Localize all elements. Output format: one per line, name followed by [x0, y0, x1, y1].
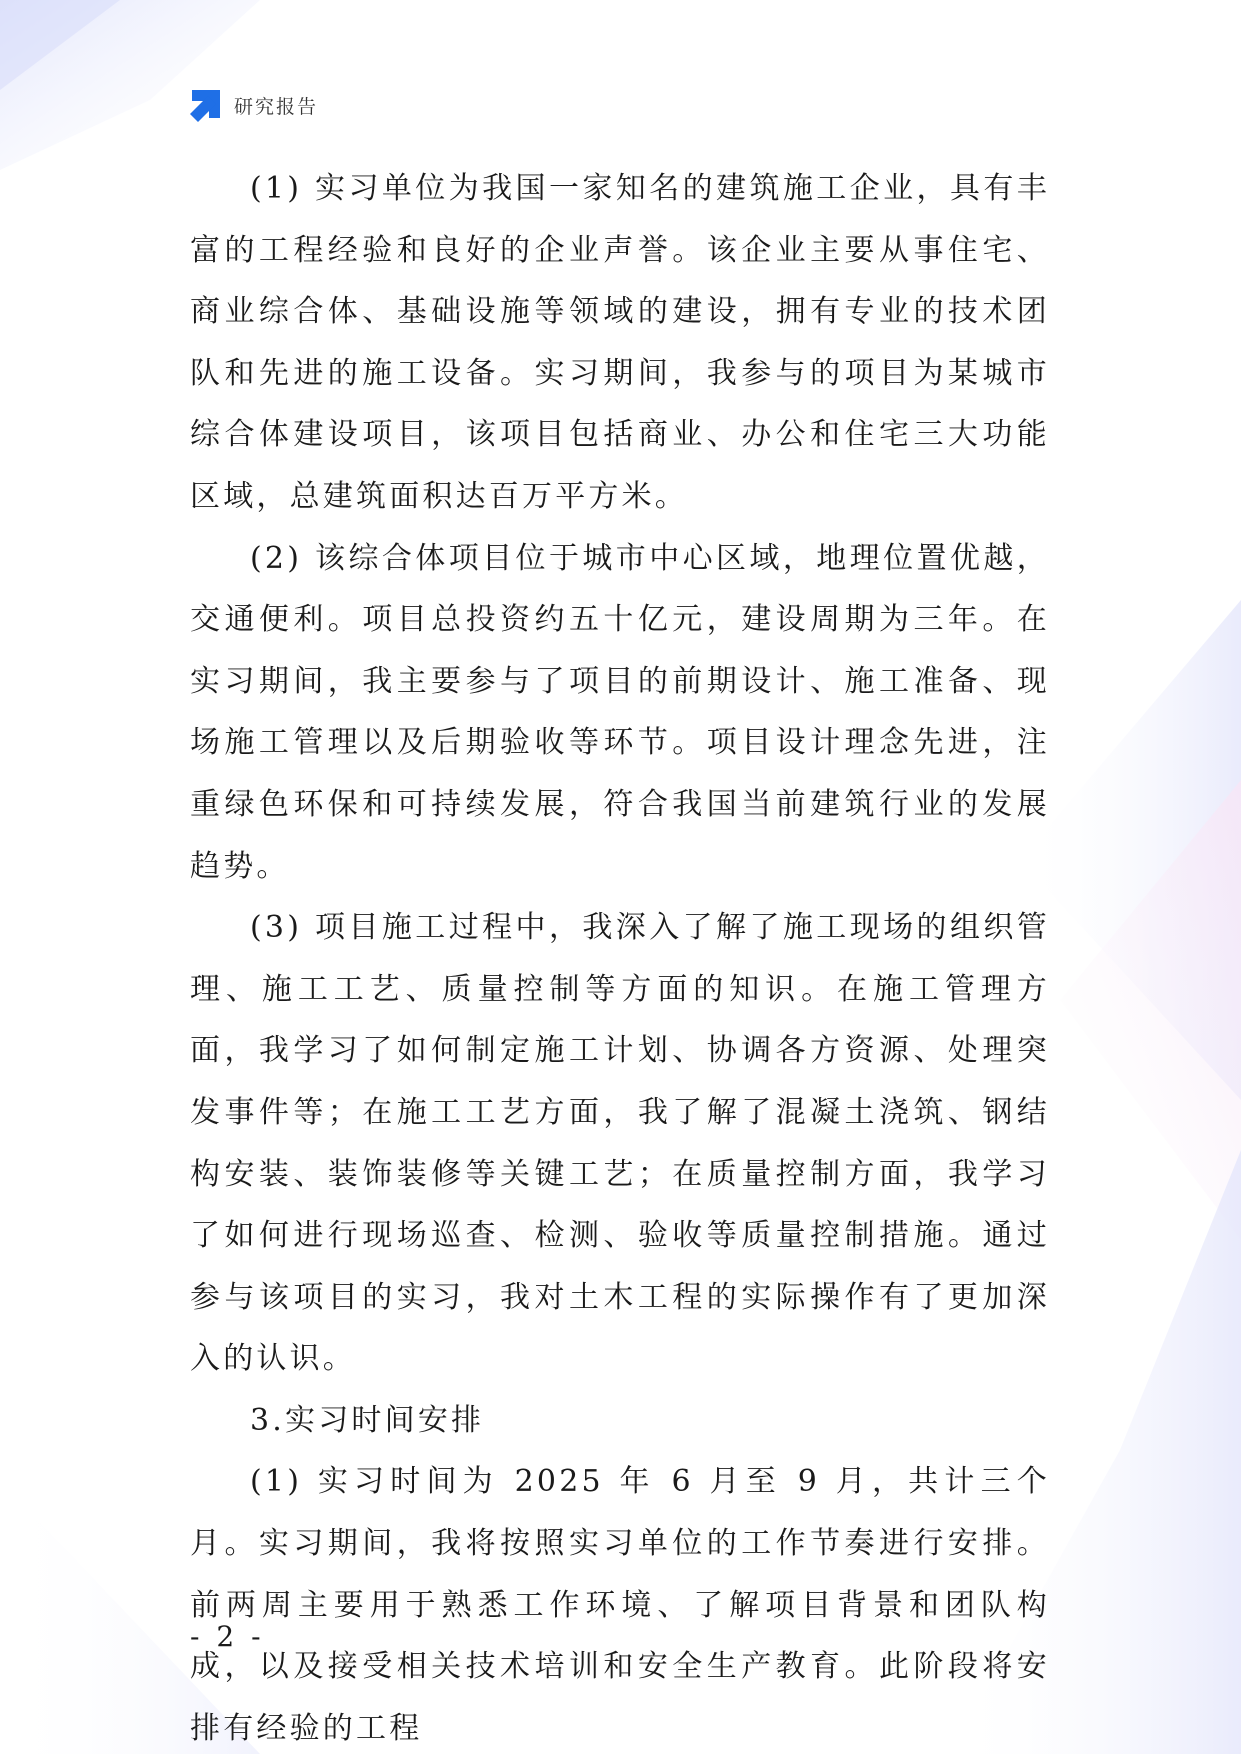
document-body — [190, 158, 1050, 1759]
report-title: 研究报告 — [234, 95, 319, 118]
page-number: - 2 - — [190, 1620, 265, 1653]
paragraph: (1) 实习时间为 2025 年 6 月至 9 月，共计三个月。实习期间，我将按照实习单位的工作节奏进行安排。前两周主要用于熟悉工作环境、了解项目背景和团队构成，以及接受相关技术培训和安全生产教育。此阶段将安排有经验的工程 — [190, 1464, 1050, 1746]
page-header — [188, 88, 318, 122]
section-heading: 3.实习时间安排 — [250, 1402, 485, 1438]
paragraph: (3) 项目施工过程中，我深入了解了施工现场的组织管理、施工工艺、质量控制等方面的知识。在施工管理方面，我学习了如何制定施工计划、协调各方资源、处理突发事件等；在施工工艺方面，我了解了混凝土浇筑、钢结构安装、装饰装修等关键工艺；在质量控制方面，我学习了如何进行现场巡查、检测、验收等质量控制措施。通过参与该项目的实习，我对土木工程的实际操作有了更加深入的认识。 — [190, 910, 1050, 1377]
paragraph: (2) 该综合体项目位于城市中心区域，地理位置优越，交通便利。项目总投资约五十亿元，建设周期为三年。在实习期间，我主要参与了项目的前期设计、施工准备、现场施工管理以及后期验收等环节。项目设计理念先进，注重绿色环保和可持续发展，符合我国当前建筑行业的发展趋势。 — [190, 540, 1050, 884]
arrow-up-right-icon — [188, 88, 222, 122]
paragraph: (1) 实习单位为我国一家知名的建筑施工企业，具有丰富的工程经验和良好的企业声誉。该企业主要从事住宅、商业综合体、基础设施等领域的建设，拥有专业的技术团队和先进的施工设备。实习期间，我参与的项目为某城市综合体建设项目，该项目包括商业、办公和住宅三大功能区域，总建筑面积达百万平方米。 — [190, 171, 1050, 514]
